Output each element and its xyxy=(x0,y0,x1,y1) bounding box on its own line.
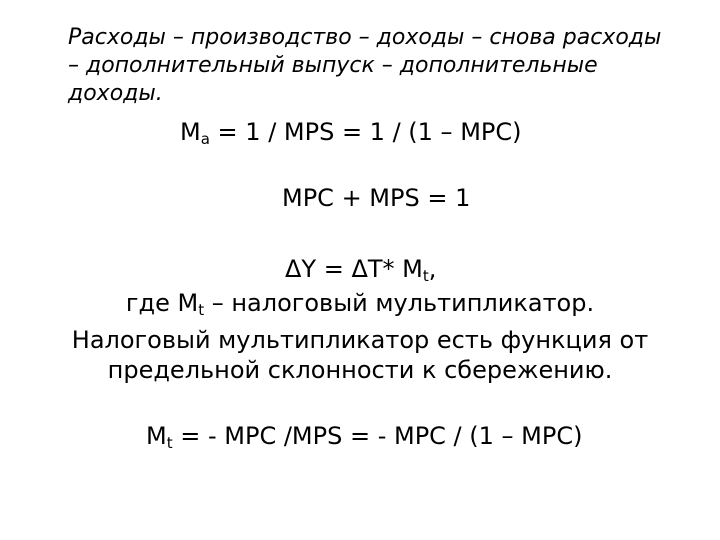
formula-mt-subscript: t xyxy=(166,434,173,452)
formula-ma-rhs: = 1 / MPS = 1 / (1 – MPC) xyxy=(209,118,522,146)
where-pre: где M xyxy=(125,289,199,317)
formula-delta-y xyxy=(285,254,436,284)
formula-mt-lhs: M xyxy=(146,422,167,450)
intro-text: Расходы – производство – доходы – снова расходы – дополнительный выпуск – дополнительные доходы. xyxy=(68,25,662,106)
formula-dy-subscript: t xyxy=(422,267,429,285)
where-subscript: t xyxy=(198,301,205,319)
where-line xyxy=(0,288,720,318)
formula-dy-tail: , xyxy=(428,255,437,283)
formula-multiplier-autonomous xyxy=(180,117,522,147)
formula-mpc-mps: MPC + MPS = 1 xyxy=(282,184,471,212)
where-post: – налоговый мультипликатор. xyxy=(204,289,595,317)
formula-ma-lhs: M xyxy=(180,118,201,146)
formula-tax-multiplier xyxy=(146,421,582,451)
formula-ma-subscript: a xyxy=(200,130,210,148)
formula-dy-lhs: ΔY = ΔT* M xyxy=(285,255,423,283)
formula-mt-rhs: = - MPC /MPS = - MPC / (1 – MPC) xyxy=(172,422,583,450)
definition-text: Налоговый мультипликатор есть функция от предельной склонности к сбережению. xyxy=(71,326,649,384)
